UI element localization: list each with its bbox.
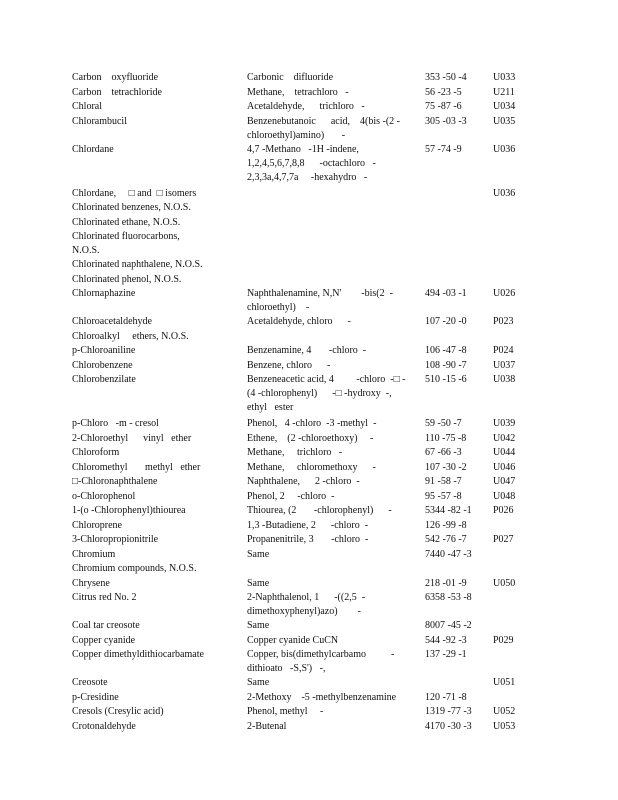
waste-code: U053 — [493, 720, 516, 732]
waste-code: U046 — [493, 461, 516, 473]
waste-code: U044 — [493, 447, 516, 458]
table-row — [72, 533, 552, 548]
table-row — [72, 71, 552, 86]
table-row — [72, 417, 552, 432]
waste-code: U026 — [493, 288, 516, 299]
synonym: Same — [247, 677, 270, 688]
chemical-name: o-Chlorophenol — [72, 490, 136, 502]
table-row — [72, 504, 552, 519]
table-row — [72, 287, 552, 315]
synonym: Methane, trichloro - — [247, 447, 343, 458]
table-row — [72, 562, 552, 577]
waste-code: U042 — [493, 432, 516, 444]
chemical-name: Coal tar creosote — [72, 620, 140, 631]
cas-number: 137 -29 -1 — [425, 649, 467, 660]
table-row — [72, 201, 552, 216]
waste-code: P027 — [493, 534, 514, 545]
chemical-name: Copper cyanide — [72, 634, 136, 646]
table-row — [72, 634, 552, 649]
waste-code: U036 — [493, 187, 516, 199]
chemical-name: 1-(o -Chlorophenyl)thiourea — [72, 505, 186, 516]
chemical-name: Chlorinated ethane, N.O.S. — [72, 216, 181, 228]
cas-number: 218 -01 -9 — [425, 577, 467, 589]
chemical-name: Chlorobenzilate — [72, 374, 136, 385]
chemical-name: Chlorinated phenol, N.O.S. — [72, 273, 182, 285]
table-row — [72, 676, 552, 691]
synonym: Copper, bis(dimethylcarbamo - dithioato -S,S') -, — [247, 649, 395, 674]
waste-code: U037 — [493, 359, 516, 371]
table-row — [72, 187, 552, 202]
chemical-name: Chromium compounds, N.O.S. — [72, 563, 197, 574]
chemical-name: Cresols (Cresylic acid) — [72, 706, 164, 717]
chemical-name: 3-Chloropropionitrile — [72, 534, 159, 545]
table-row — [72, 591, 552, 619]
table-row — [72, 720, 552, 735]
waste-code: U035 — [493, 115, 516, 127]
cas-number: 91 -58 -7 — [425, 476, 462, 487]
chemical-name: p-Chloroaniline — [72, 345, 136, 356]
chemical-name: Chloroprene — [72, 519, 122, 531]
chemical-name: Chlornaphazine — [72, 288, 136, 299]
chemical-name: Chlorinated fluorocarbons, N.O.S. — [72, 231, 180, 256]
chemical-name: Chlordane, □ and □ isomers — [72, 187, 197, 199]
waste-code: P023 — [493, 316, 514, 327]
cas-number: 56 -23 -5 — [425, 86, 462, 98]
chemical-name: Chloroacetaldehyde — [72, 316, 152, 327]
cas-number: 57 -74 -9 — [425, 143, 462, 155]
table-row — [72, 330, 552, 345]
synonym: 4,7 -Methano -1H -indene, 1,2,4,5,6,7,8,8 -octachloro - 2,3,3a,4,7,7a -hexahydro - — [247, 143, 376, 183]
cas-number: 4170 -30 -3 — [425, 720, 472, 732]
chemical-name: Chloroalkyl ethers, N.O.S. — [72, 330, 189, 342]
synonym: Acetaldehyde, trichloro - — [247, 101, 365, 112]
cas-number: 120 -71 -8 — [425, 691, 467, 703]
waste-code: U050 — [493, 577, 516, 589]
cas-number: 544 -92 -3 — [425, 634, 467, 646]
chemical-name: Chlorambucil — [72, 115, 127, 127]
synonym: 2-Methoxy -5 -methylbenzenamine — [247, 691, 397, 703]
table-row — [72, 490, 552, 505]
table-row — [72, 691, 552, 706]
waste-code: U211 — [493, 86, 515, 98]
table-row — [72, 344, 552, 359]
synonym: Phenol, methyl - — [247, 706, 324, 717]
chemical-name: Citrus red No. 2 — [72, 592, 137, 603]
chemical-name: Chrysene — [72, 577, 110, 589]
synonym: Ethene, (2 -chloroethoxy) - — [247, 432, 374, 444]
synonym: Carbonic difluoride — [247, 72, 334, 83]
cas-number: 107 -20 -0 — [425, 316, 467, 327]
table-row — [72, 315, 552, 330]
waste-code: P024 — [493, 345, 514, 356]
table-row — [72, 705, 552, 720]
cas-number: 5344 -82 -1 — [425, 505, 472, 516]
table-row — [72, 461, 552, 476]
chemical-name: Chloral — [72, 101, 102, 112]
chemical-name: Chlorinated benzenes, N.O.S. — [72, 202, 191, 213]
cas-number: 305 -03 -3 — [425, 115, 467, 127]
cas-number: 494 -03 -1 — [425, 288, 467, 299]
table-row — [72, 143, 552, 187]
chemical-name: Chloromethyl methyl ether — [72, 461, 201, 473]
cas-number: 107 -30 -2 — [425, 461, 467, 473]
synonym: Propanenitrile, 3 -chloro - — [247, 534, 369, 545]
chemical-name: p-Chloro -m - cresol — [72, 418, 159, 429]
synonym: Naphthalenamine, N,N' -bis(2 - chloroethyl) - — [247, 288, 393, 313]
chemical-name: Copper dimethyldithiocarbamate — [72, 649, 204, 660]
synonym: Benzenebutanoic acid, 4(bis -(2 - chloroethyl)amino) - — [247, 115, 401, 141]
chemical-name: Chloroform — [72, 447, 120, 458]
table-row — [72, 359, 552, 374]
table-row — [72, 432, 552, 447]
cas-number: 353 -50 -4 — [425, 72, 467, 83]
cas-number: 67 -66 -3 — [425, 447, 462, 458]
synonym: Copper cyanide CuCN — [247, 634, 339, 646]
synonym: Acetaldehyde, chloro - — [247, 316, 351, 327]
table-row — [72, 648, 552, 676]
synonym: Naphthalene, 2 -chloro - — [247, 476, 360, 487]
cas-number: 8007 -45 -2 — [425, 620, 472, 631]
synonym: Benzenamine, 4 -chloro - — [247, 345, 367, 356]
waste-code: U039 — [493, 418, 516, 429]
waste-code: U052 — [493, 706, 516, 717]
table-row — [72, 373, 552, 417]
hazardous-substance-table — [72, 71, 552, 734]
synonym: Benzene, chloro - — [247, 359, 331, 371]
synonym: 2-Naphthalenol, 1 -((2,5 - dimethoxyphenyl)azo) - — [247, 592, 366, 617]
cas-number: 59 -50 -7 — [425, 418, 462, 429]
table-row — [72, 577, 552, 592]
waste-code: U033 — [493, 72, 516, 83]
table-row — [72, 273, 552, 288]
cas-number: 510 -15 -6 — [425, 374, 467, 385]
synonym: 1,3 -Butadiene, 2 -chloro - — [247, 519, 369, 531]
waste-code: U047 — [493, 476, 516, 487]
cas-number: 95 -57 -8 — [425, 490, 462, 502]
table-row — [72, 475, 552, 490]
synonym: Phenol, 2 -chloro - — [247, 490, 335, 502]
synonym: Methane, tetrachloro - — [247, 86, 349, 98]
cas-number: 75 -87 -6 — [425, 101, 462, 112]
cas-number: 7440 -47 -3 — [425, 548, 472, 560]
chemical-name: Creosote — [72, 677, 108, 688]
waste-code: U036 — [493, 143, 516, 155]
chemical-name: □-Chloronaphthalene — [72, 476, 158, 487]
table-row — [72, 548, 552, 563]
synonym: Same — [247, 620, 270, 631]
synonym: Methane, chloromethoxy - — [247, 461, 376, 473]
table-row — [72, 216, 552, 231]
chemical-name: Chlorobenzene — [72, 359, 133, 371]
chemical-name: p-Cresidine — [72, 691, 119, 703]
synonym: Phenol, 4 -chloro -3 -methyl - — [247, 418, 377, 429]
cas-number: 126 -99 -8 — [425, 519, 467, 531]
waste-code: U038 — [493, 374, 516, 385]
synonym: Thiourea, (2 -chlorophenyl) - — [247, 505, 392, 516]
synonym: Benzeneacetic acid, 4 -chloro -□ - (4 -chlorophenyl) -□ -hydroxy -, ethyl ester — [247, 374, 406, 413]
synonym: Same — [247, 577, 270, 589]
table-row — [72, 100, 552, 115]
cas-number: 110 -75 -8 — [425, 432, 467, 444]
table-row — [72, 519, 552, 534]
cas-number: 6358 -53 -8 — [425, 592, 472, 603]
chemical-name: Chlorinated naphthalene, N.O.S. — [72, 259, 203, 270]
cas-number: 106 -47 -8 — [425, 345, 467, 356]
waste-code: P026 — [493, 505, 514, 516]
cas-number: 542 -76 -7 — [425, 534, 467, 545]
waste-code: U051 — [493, 677, 516, 688]
table-row — [72, 86, 552, 101]
chemical-name: Carbon oxyfluoride — [72, 72, 159, 83]
synonym: Same — [247, 548, 270, 560]
chemical-name: Chlordane — [72, 143, 114, 155]
table-row — [72, 619, 552, 634]
synonym: 2-Butenal — [247, 720, 287, 732]
waste-code: U048 — [493, 490, 516, 502]
table-row — [72, 446, 552, 461]
cas-number: 1319 -77 -3 — [425, 706, 472, 717]
chemical-name: 2-Chloroethyl vinyl ether — [72, 432, 192, 444]
waste-code: U034 — [493, 101, 516, 112]
table-row — [72, 115, 552, 143]
table-row — [72, 258, 552, 273]
cas-number: 108 -90 -7 — [425, 359, 467, 371]
chemical-name: Carbon tetrachloride — [72, 86, 162, 98]
chemical-name: Chromium — [72, 548, 116, 560]
table-row — [72, 230, 552, 258]
chemical-name: Crotonaldehyde — [72, 720, 136, 732]
waste-code: P029 — [493, 634, 514, 646]
